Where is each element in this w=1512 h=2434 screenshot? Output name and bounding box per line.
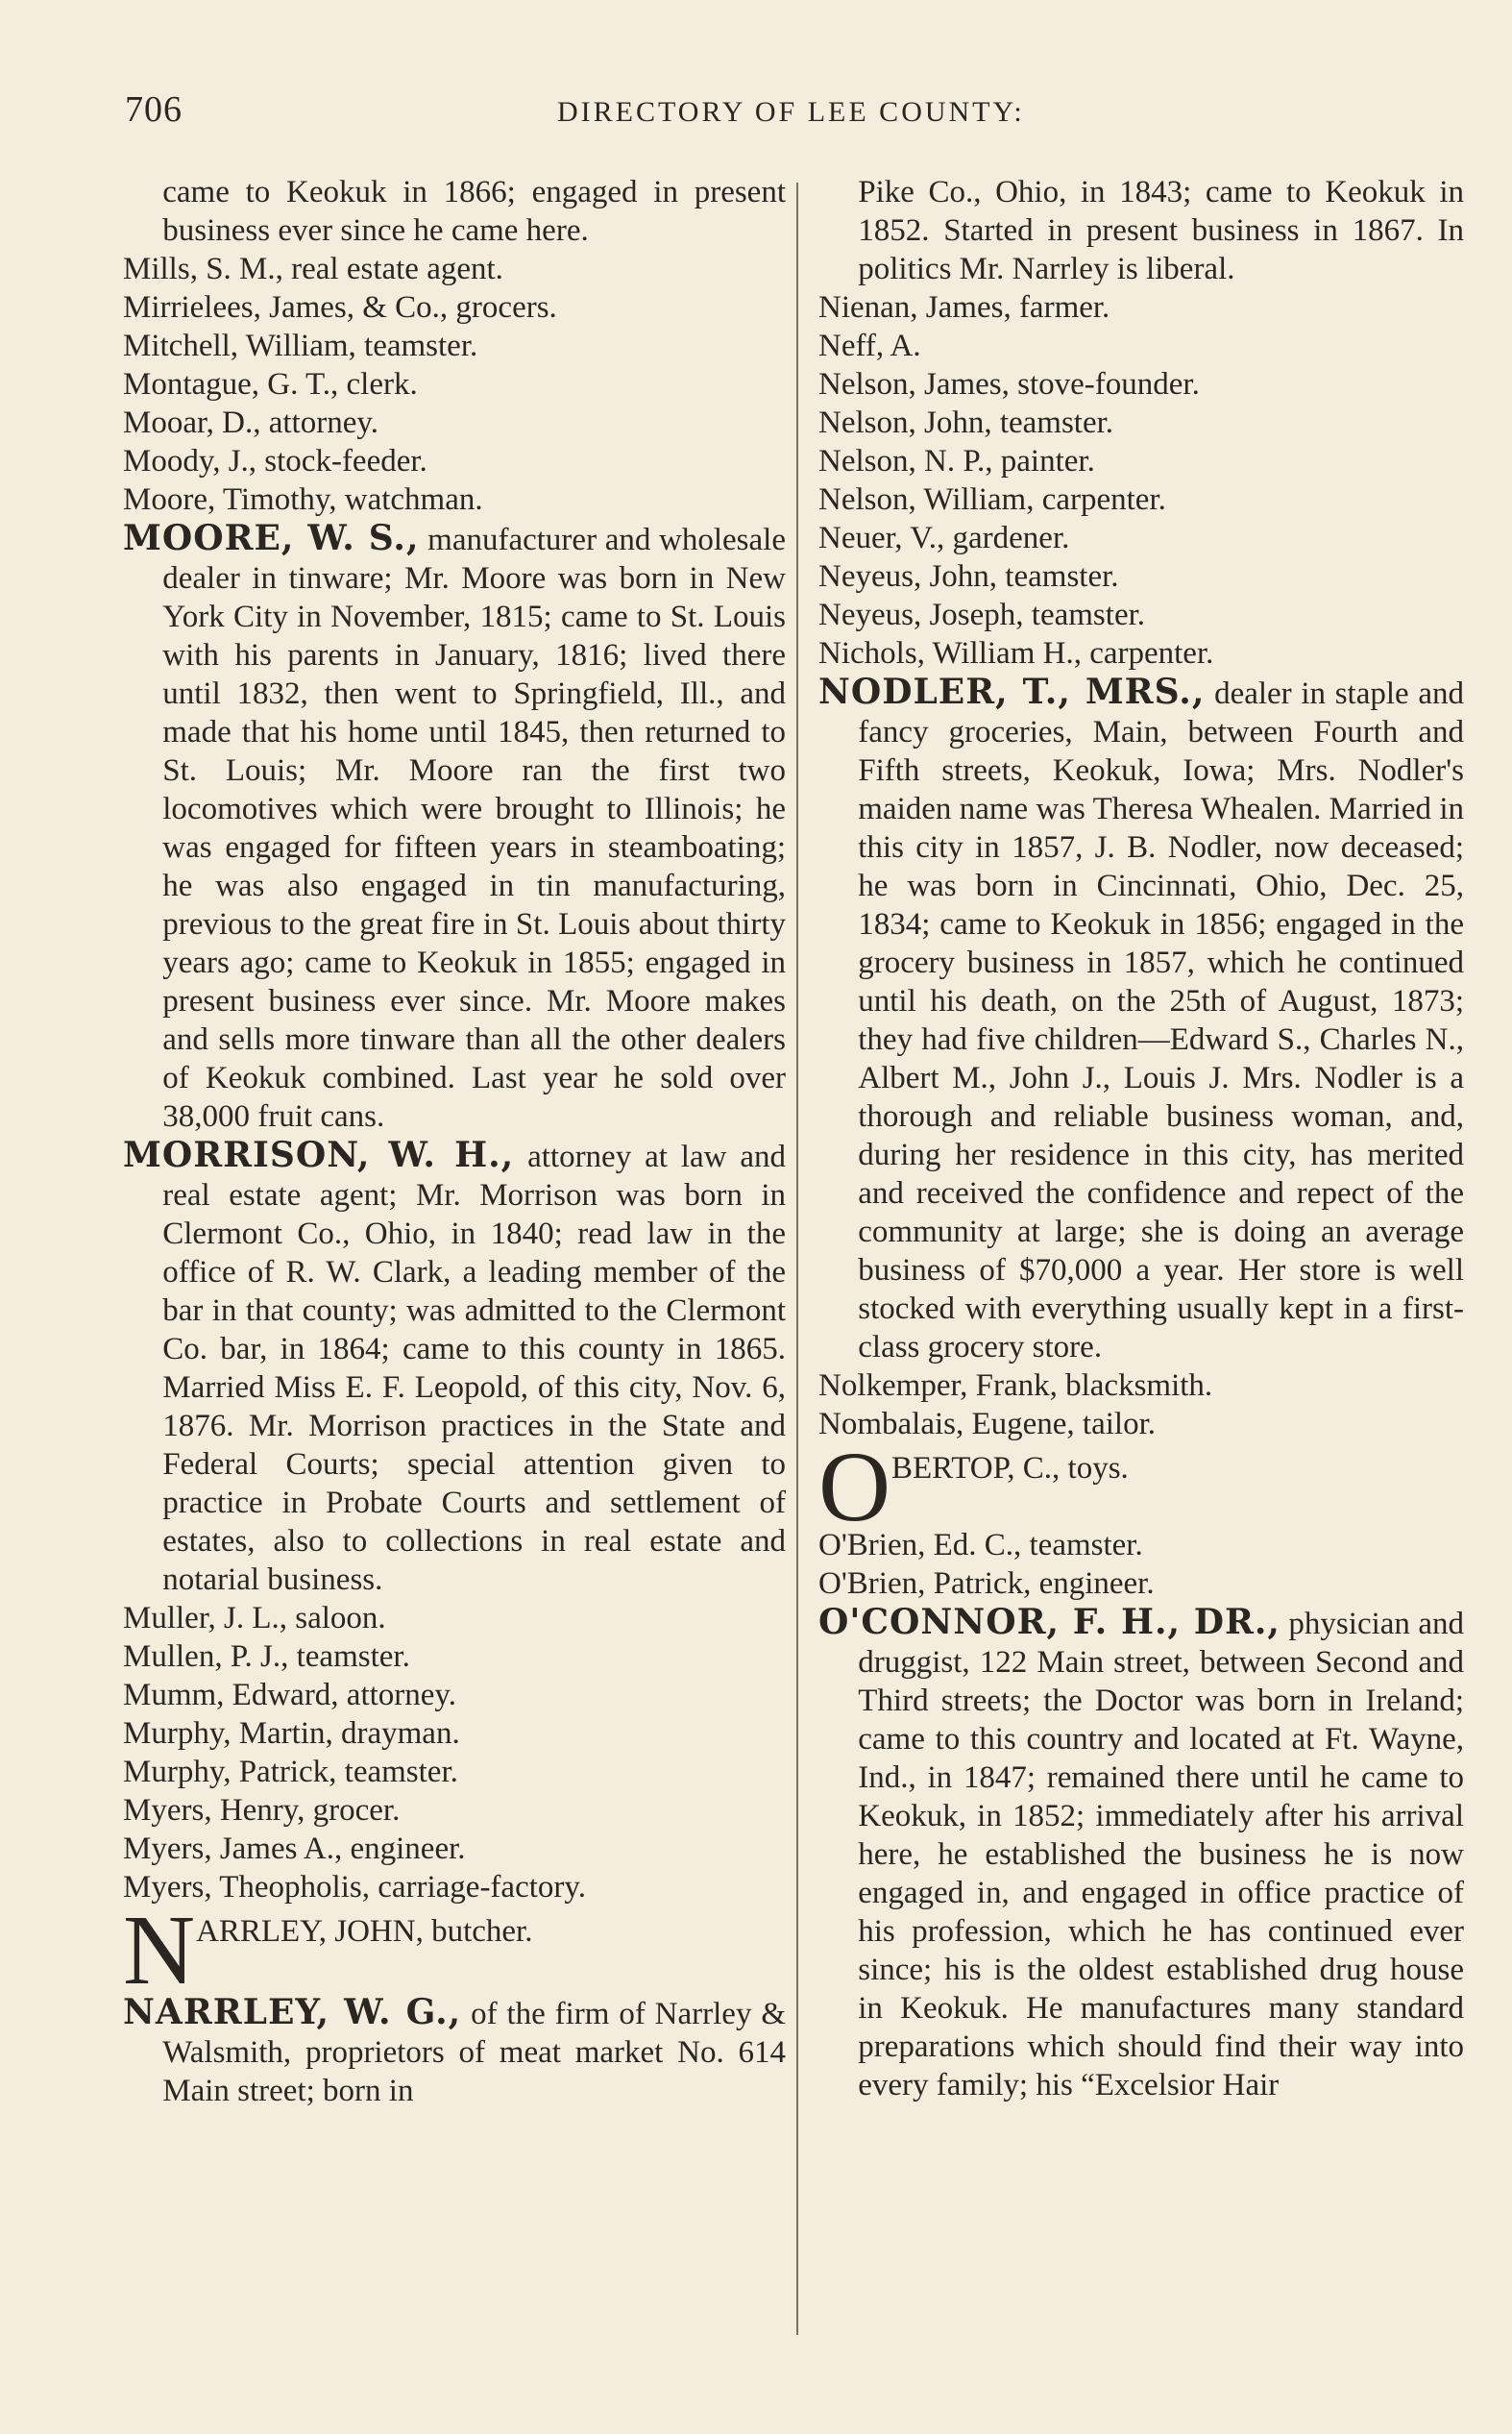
directory-entry: Moody, J., stock-feeder. [123, 444, 427, 479]
directory-entry: Moore, Timothy, watchman. [123, 482, 483, 517]
entry-text: physician and druggist, 122 Main street, between Second and Third streets; the Doctor was born in Ireland; came to this country and located at Ft. Wayne, Ind., in 1847; remained there until he came to Keokuk, in 1852; immediately after his arrival here, he established the business he is now engaged in, and engaged in office practice of his profession, which he has continued ever since; his is the oldest established drug house in Keokuk. He manufactures many standard preparations which should find their way into every family; his “Excelsior Hair [858, 1607, 1465, 2102]
directory-entry: Nienan, James, farmer. [818, 290, 1110, 325]
directory-entry: Mooar, D., attorney. [123, 406, 378, 440]
directory-entry: Neuer, V., gardener. [818, 521, 1070, 555]
directory-entry: Nombalais, Eugene, tailor. [818, 1407, 1156, 1441]
directory-entry: Murphy, Martin, drayman. [123, 1716, 460, 1751]
directory-entry: Mirrielees, James, & Co., grocers. [123, 290, 557, 325]
biography-entry-moore [123, 519, 786, 1136]
directory-entry: O'Brien, Ed. C., teamster. [818, 1528, 1143, 1562]
directory-entry: Nelson, N. P., painter. [818, 444, 1095, 479]
continued-entry: Pike Co., Ohio, in 1843; came to Keokuk in 1852. Started in present business in 1867. In politics Mr. Narrley is liberal. [858, 175, 1464, 286]
directory-entry: Myers, James A., engineer. [123, 1832, 466, 1866]
drop-cap-initial: O [818, 1432, 891, 1542]
biography-entry-narrley [123, 1993, 786, 2110]
directory-entry: O'Brien, Patrick, engineer. [818, 1566, 1155, 1601]
directory-entry: Murphy, Patrick, teamster. [123, 1755, 458, 1789]
entry-list-no [818, 1366, 1464, 1443]
biography-entry-morrison [123, 1136, 786, 1599]
directory-entry: Nichols, William H., carpenter. [818, 636, 1214, 671]
directory-entry: ARRLEY, JOHN, butcher. [196, 1914, 533, 1949]
directory-entry: Myers, Henry, grocer. [123, 1793, 401, 1828]
running-head: DIRECTORY OF LEE COUNTY: [557, 96, 1025, 128]
directory-entry: Nelson, John, teamster. [818, 406, 1114, 440]
directory-entry: Mumm, Edward, attorney. [123, 1678, 457, 1712]
biography-entry-nodler [818, 673, 1464, 1366]
entry-heading: MOORE, W. S., [123, 518, 420, 558]
entry-text: of the firm of Narrley & Walsmith, proprietors of meat market No. 614 Main street; born in [162, 1997, 786, 2108]
directory-entry: Nolkemper, Frank, blacksmith. [818, 1368, 1213, 1403]
section-o-start [818, 1432, 1464, 1542]
entry-list-o [818, 1526, 1464, 1603]
directory-entry: Mills, S. M., real estate agent. [123, 252, 503, 286]
directory-entry: Montague, G. T., clerk. [123, 367, 418, 402]
directory-entry: Nelson, William, carpenter. [818, 482, 1166, 517]
entry-text: dealer in staple and fancy groceries, Main, between Fourth and Fifth streets, Keokuk, Iowa; Mrs. Nodler's maiden name was Theresa Whealen. Married in this city in 1857, J. B. Nodler, now deceased; he was born in Cincinnati, Ohio, Dec. 25, 1834; came to Keokuk in 1856; engaged in the grocery business in 1857, which he continued until his death, on the 25th of August, 1873; they had five children—Edward S., Charles N., Albert M., John J., Louis J. Mrs. Nodler is a thorough and reliable business woman, and, during her residence in this city, has merited and received the confidence and repect of the community at large; she is doing an average business of $70,000 a year. Her store is well stocked with everything usually kept in a first-class grocery store. [858, 676, 1464, 1365]
entry-list-mu [123, 1599, 786, 1906]
directory-entry: Muller, J. L., saloon. [123, 1601, 386, 1635]
directory-entry: BERTOP, C., toys. [891, 1451, 1129, 1486]
continued-entry: came to Keokuk in 1866; engaged in present business ever since he came here. [162, 175, 786, 248]
directory-entry: Neyeus, John, teamster. [818, 559, 1119, 594]
entry-list-n [818, 288, 1464, 673]
entry-heading: MORRISON, W. H., [123, 1135, 515, 1175]
left-column [123, 173, 786, 2110]
section-n-start [123, 1895, 786, 2005]
entry-heading: O'CONNOR, F. H., DR., [818, 1602, 1280, 1642]
right-column [818, 173, 1464, 2104]
drop-cap-initial: N [123, 1895, 196, 2005]
column-divider [796, 183, 798, 2335]
entry-heading: NODLER, T., MRS., [818, 672, 1206, 712]
directory-entry: Neff, A. [818, 329, 921, 363]
directory-entry: Myers, Theopholis, carriage-factory. [123, 1870, 586, 1905]
directory-entry: Mitchell, William, teamster. [123, 329, 478, 363]
biography-entry-oconnor [818, 1603, 1464, 2104]
entry-heading: NARRLEY, W. G., [123, 1992, 462, 2032]
directory-entry: Nelson, James, stove-founder. [818, 367, 1200, 402]
page-number: 706 [125, 89, 183, 130]
directory-entry: Mullen, P. J., teamster. [123, 1639, 410, 1674]
entry-text: manufacturer and wholesale dealer in tinware; Mr. Moore was born in New York City in November, 1815; came to St. Louis with his parents in January, 1816; lived there until 1832, then went to Springfield, Ill., and made that his home until 1845, then returned to St. Louis; Mr. Moore ran the first two locomotives which were brought to Illinois; he was engaged for fifteen years in steamboating; he was also engaged in tin manufacturing, previous to the great fire in St. Louis about thirty years ago; came to Keokuk in 1855; engaged in present business ever since. Mr. Moore makes and sells more tinware than all the other dealers of Keokuk combined. Last year he sold over 38,000 fruit cans. [162, 523, 786, 1134]
directory-entry: Neyeus, Joseph, teamster. [818, 598, 1146, 632]
entry-text: attorney at law and real estate agent; Mr. Morrison was born in Clermont Co., Ohio, in 1840; read law in the office of R. W. Clark, a leading member of the bar in that county; was admitted to the Clermont Co. bar, in 1864; came to this county in 1865. Married Miss E. F. Leopold, of this city, Nov. 6, 1876. Mr. Morrison practices in the State and Federal Courts; special attention given to practice in Probate Courts and settlement of estates, also to collections in real estate and notarial business. [162, 1140, 787, 1597]
entry-list-m [123, 250, 786, 519]
